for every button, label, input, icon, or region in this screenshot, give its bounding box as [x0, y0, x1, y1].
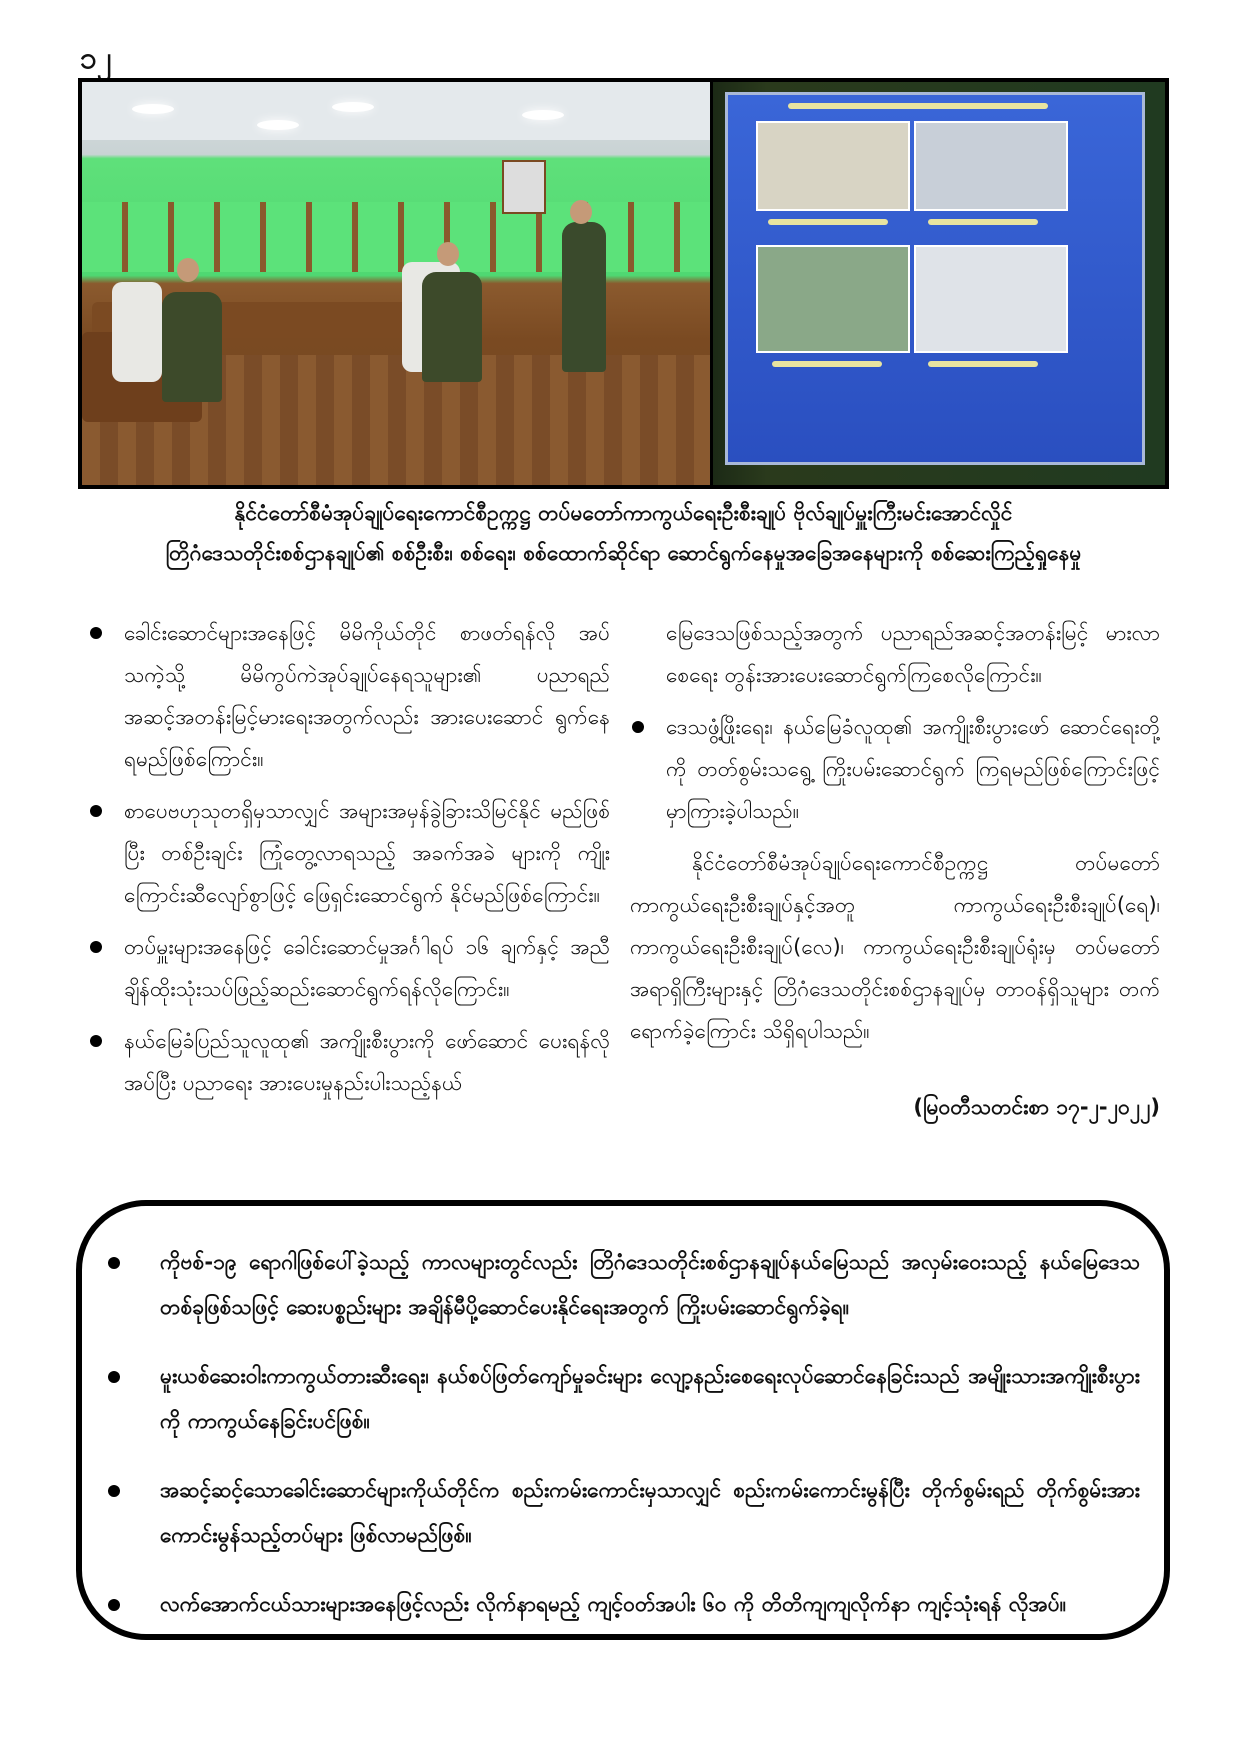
meeting-room-photo: [82, 82, 710, 485]
bullet-icon: [632, 721, 644, 733]
list-item: ဒေသဖွံ့ဖြိုးရေး၊ နယ်မြေခံလူထု၏ အကျိုးစီးပွားဖော် ဆောင်ရေးတို့ကို တတ်စွမ်းသရွေ့ ကြိုးပမ်းဆောင်ရွက် ကြရမည်ဖြစ်ကြောင်းဖြင့် မှာကြားခဲ့ပါသည်။: [630, 706, 1160, 832]
bullet-icon: [108, 1599, 120, 1611]
bullet-icon: [108, 1485, 120, 1497]
page-number: ၁၂: [80, 41, 112, 76]
box-list-item: ကိုဗစ်-၁၉ ရောဂါဖြစ်ပေါ်ခဲ့သည့် ကာလများတွင်လည်း တြိဂံဒေသတိုင်းစစ်ဌာနချုပ်နယ်မြေသည် အလှမ်းဝေးသည့် နယ်မြေဒေသတစ်ခုဖြစ်သဖြင့် ဆေးပစ္စည်းများ အချိန်မီပို့ဆောင်ပေးနိုင်ရေးအတွက် ကြိုးပမ်းဆောင်ရွက်ခဲ့ရ။: [100, 1240, 1140, 1330]
photo-caption-line-1: နိုင်ငံတော်စီမံအုပ်ချုပ်ရေးကောင်စီဥက္ကဋ္ဌ တပ်မတော်ကာကွယ်ရေးဦးစီးချုပ် ဗိုလ်ချုပ်မှူးကြီးမင်းအောင်လှိုင်: [234, 501, 1013, 525]
bullet-icon: [90, 1035, 102, 1047]
body-paragraph: နိုင်ငံတော်စီမံအုပ်ချုပ်ရေးကောင်စီဥက္ကဋ္ဌ တပ်မတော် ကာကွယ်ရေးဦးစီးချုပ်နှင့်အတူ ကာကွယ်ရေးဦးစီးချုပ်(ရေ)၊ ကာကွယ်ရေးဦးစီးချုပ်(လေ)၊ ကာကွယ်ရေးဦးစီးချုပ်ရုံးမှ တပ်မတော်အရာရှိကြီးများနှင့် တြိဂံဒေသတိုင်းစစ်ဌာနချုပ်မှ တာဝန်ရှိသူများ တက်ရောက်ခဲ့ကြောင်း သိရှိရပါသည်။: [630, 851, 1160, 1043]
box-list-item: မူးယစ်ဆေးဝါးကာကွယ်တားဆီးရေး၊ နယ်စပ်ဖြတ်ကျော်မှုခင်းများ လျော့နည်းစေရေးလုပ်ဆောင်နေခြင်းသည် အမျိုးသားအကျိုးစီးပွားကို ကာကွယ်နေခြင်းပင်ဖြစ်။: [100, 1354, 1140, 1444]
list-item: နယ်မြေခံပြည်သူလူထု၏ အကျိုးစီးပွားကို ဖော်ဆောင် ပေးရန်လိုအပ်ပြီး ပညာရေး အားပေးမှုနည်းပါးသည့်နယ်: [88, 1020, 610, 1104]
photo-caption-line-2: တြိဂံဒေသတိုင်းစစ်ဌာနချုပ်၏ စစ်ဦးစီး၊ စစ်ရေး၊ စစ်ထောက်ဆိုင်ရာ ဆောင်ရွက်နေမှုအခြေအနေများကို စစ်ဆေးကြည့်ရှုနေမှု: [165, 541, 1082, 565]
bullet-icon: [108, 1257, 120, 1269]
bullet-icon: [90, 627, 102, 639]
presentation-screen-photo: [713, 82, 1165, 485]
bullet-icon: [108, 1371, 120, 1383]
news-photo: [78, 78, 1169, 489]
box-list-item: လက်အောက်ငယ်သားများအနေဖြင့်လည်း လိုက်နာရမည့် ကျင့်ဝတ်အပါး ၆၀ ကို တိတိကျကျလိုက်နာ ကျင့်သုံးရန် လိုအပ်။: [100, 1582, 1140, 1627]
list-item-continuation: မြေဒေသဖြစ်သည့်အတွက် ပညာရည်အဆင့်အတန်းမြင့် မားလာစေရေး တွန်းအားပေးဆောင်ရွက်ကြစေလိုကြောင်း။: [666, 621, 1160, 687]
list-item: ခေါင်းဆောင်များအနေဖြင့် မိမိကိုယ်တိုင် စာဖတ်ရန်လို အပ်သကဲ့သို့ မိမိကွပ်ကဲအုပ်ချုပ်နေရသူများ၏ ပညာရည် အဆင့်အတန်းမြင့်မားရေးအတွက်လည်း အားပေးဆောင် ရွက်နေရမည်ဖြစ်ကြောင်း။: [88, 612, 610, 780]
list-item: စာပေဗဟုသုတရှိမှသာလျှင် အများအမှန်ခွဲခြားသိမြင်နိုင် မည်ဖြစ်ပြီး တစ်ဦးချင်း ကြုံတွေ့လာရသည့် အခက်အခဲ များကို ကျိုးကြောင်းဆီလျော်စွာဖြင့် ဖြေရှင်းဆောင်ရွက် နိုင်မည်ဖြစ်ကြောင်း။: [88, 790, 610, 916]
box-list-item: အဆင့်ဆင့်သောခေါင်းဆောင်များကိုယ်တိုင်က စည်းကမ်းကောင်းမှသာလျှင် စည်းကမ်းကောင်းမွန်ပြီး တိုက်စွမ်းရည် တိုက်စွမ်းအား ကောင်းမွန်သည့်တပ်များ ဖြစ်လာမည်ဖြစ်။: [100, 1468, 1140, 1558]
bullet-icon: [90, 805, 102, 817]
source-citation: (မြဝတီသတင်းစာ ၁၇-၂-၂၀၂၂): [913, 1095, 1160, 1119]
left-column: [88, 612, 610, 1114]
bullet-icon: [90, 941, 102, 953]
list-item: တပ်မှူးများအနေဖြင့် ခေါင်းဆောင်မှုအင်္ဂါရပ် ၁၆ ချက်နှင့် အညီ ချိန်ထိုးသုံးသပ်ဖြည့်ဆည်းဆောင်ရွက်ရန်လိုကြောင်း။: [88, 926, 610, 1010]
highlight-box-list: [100, 1240, 1140, 1651]
right-column: [630, 612, 1160, 1128]
